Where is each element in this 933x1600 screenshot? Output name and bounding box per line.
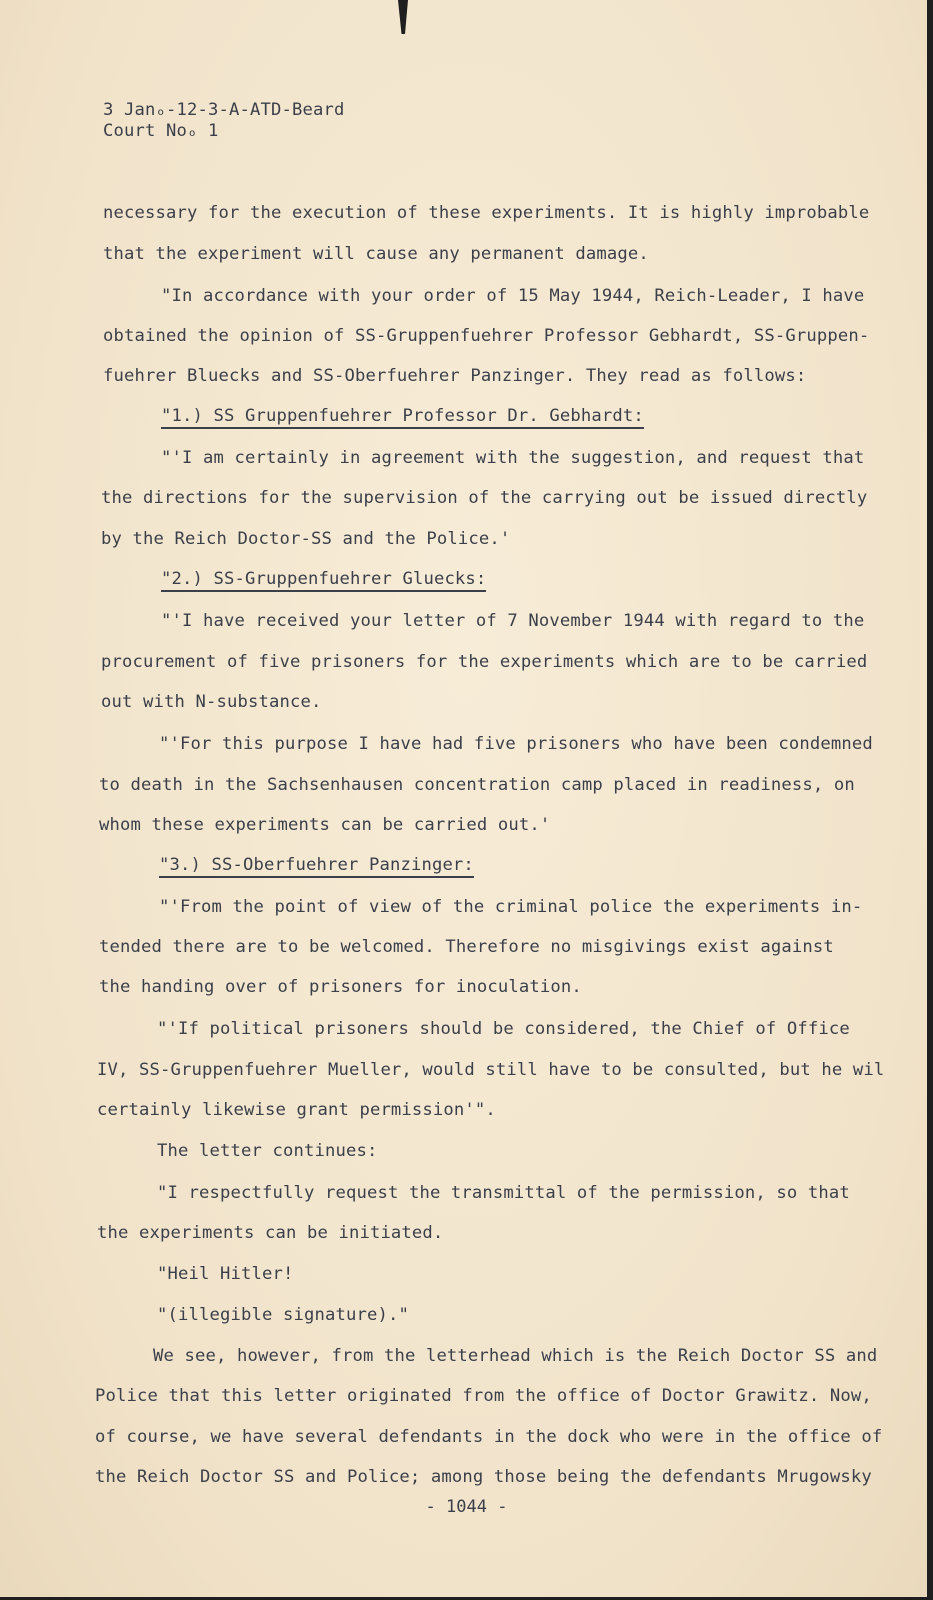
body-line: IV, SS-Gruppenfuehrer Mueller, would still have to be consulted, but he wil — [97, 1060, 885, 1080]
body-line: tended there are to be welcomed. Therefore no misgivings exist against — [99, 937, 834, 957]
body-line: "'I have received your letter of 7 November 1944 with regard to the — [161, 611, 865, 631]
body-line: "'For this purpose I have had five prisoners who have been condemned — [159, 734, 873, 754]
body-line: procurement of five prisoners for the experiments which are to be carried — [101, 652, 868, 672]
body-line: certainly likewise grant permission'". — [97, 1100, 496, 1120]
body-line: necessary for the execution of these experiments. It is highly improbable — [103, 203, 870, 223]
body-line: the Reich Doctor SS and Police; among those being the defendants Mrugowsky — [95, 1467, 872, 1487]
header-court: Court Noₒ 1 — [103, 121, 219, 141]
body-line: the experiments can be initiated. — [97, 1223, 444, 1243]
body-line: obtained the opinion of SS-Gruppenfuehrer Professor Gebhardt, SS-Gruppen- — [103, 326, 870, 346]
body-line: "'I am certainly in agreement with the suggestion, and request that — [161, 448, 865, 468]
body-line: "(illegible signature)." — [157, 1305, 409, 1325]
body-line: "I respectfully request the transmittal of the permission, so that — [157, 1183, 850, 1203]
body-line: "Heil Hitler! — [157, 1264, 294, 1284]
section-heading-gebhardt: "1.) SS Gruppenfuehrer Professor Dr. Gebhardt: — [161, 406, 644, 429]
body-line: out with N-substance. — [101, 692, 322, 712]
body-line: We see, however, from the letterhead which is the Reich Doctor SS and — [153, 1346, 878, 1366]
body-line: to death in the Sachsenhausen concentration camp placed in readiness, on — [99, 775, 855, 795]
body-line: the directions for the supervision of the carrying out be issued directly — [101, 488, 868, 508]
body-line: of course, we have several defendants in the dock who were in the office of — [95, 1427, 883, 1447]
body-line: fuehrer Bluecks and SS-Oberfuehrer Panzinger. They read as follows: — [103, 366, 807, 386]
body-line: Police that this letter originated from the office of Doctor Grawitz. Now, — [95, 1386, 872, 1406]
body-line: "'If political prisoners should be considered, the Chief of Office — [157, 1019, 850, 1039]
body-line: "In accordance with your order of 15 May 1944, Reich-Leader, I have — [161, 286, 865, 306]
body-line: that the experiment will cause any permanent damage. — [103, 244, 649, 264]
section-heading-gluecks: "2.) SS-Gruppenfuehrer Gluecks: — [161, 569, 486, 592]
header-reference: 3 Janₒ-12-3-A-ATD-Beard — [103, 100, 345, 120]
body-line: by the Reich Doctor-SS and the Police.' — [101, 529, 511, 549]
page-number: - 1044 - — [425, 1497, 508, 1517]
paper-notch — [398, 0, 408, 34]
body-line: The letter continues: — [157, 1141, 378, 1161]
section-heading-panzinger: "3.) SS-Oberfuehrer Panzinger: — [159, 855, 474, 878]
scan-edge-right — [927, 0, 933, 1600]
body-line: the handing over of prisoners for inoculation. — [99, 977, 582, 997]
body-line: "'From the point of view of the criminal police the experiments in- — [159, 897, 863, 917]
body-line: whom these experiments can be carried out.' — [99, 815, 551, 835]
